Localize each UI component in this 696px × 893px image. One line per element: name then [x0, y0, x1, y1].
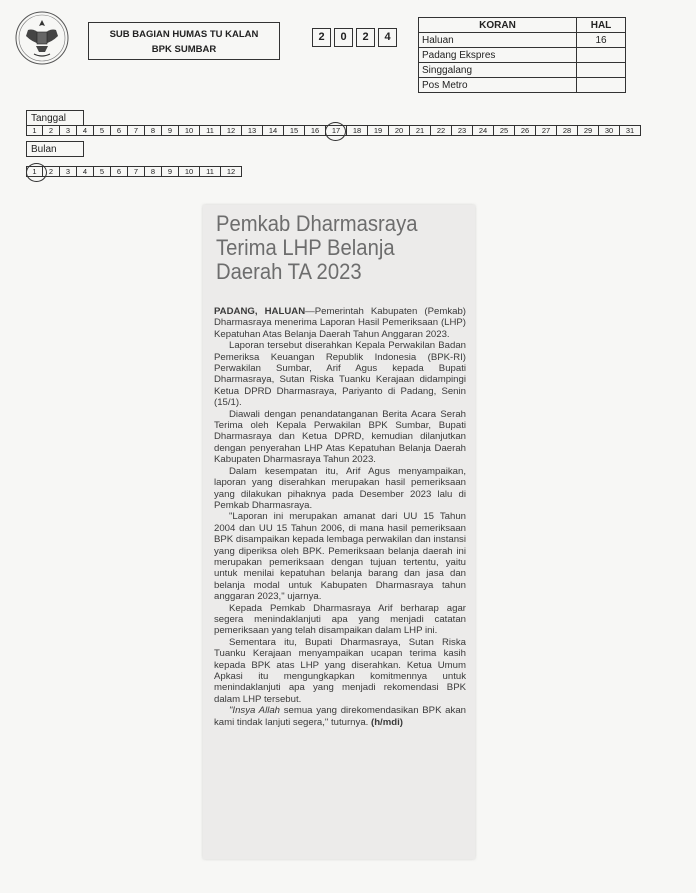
- date-cell: 8: [145, 125, 162, 136]
- date-cell: 13: [242, 125, 263, 136]
- author-credit: (h/mdi): [371, 716, 403, 728]
- year-digit: 2: [312, 28, 331, 47]
- month-number-row: [26, 166, 242, 177]
- date-cell: 26: [515, 125, 536, 136]
- month-cell: 11: [200, 166, 221, 177]
- date-cell: 11: [200, 125, 221, 136]
- date-cell: 6: [111, 125, 128, 136]
- date-cell: 22: [431, 125, 452, 136]
- date-cell: 19: [368, 125, 389, 136]
- koran-header: KORAN: [419, 18, 577, 33]
- article-paragraph: Sementara itu, Bupati Dharmasraya, Sutan Riska Tuanku Kerajaan menyampaikan ucapan terima kasih kepada BPK atas LHP yang diserahkan. Ketua Umum Apkasi itu mengungkapkan komitmennya untuk menindaklanjuti apa yang menjadi rekomendasi BPK dalam LHP tersebut.: [214, 636, 466, 705]
- department-subname: BPK SUMBAR: [151, 44, 217, 55]
- year-boxes: [312, 28, 400, 47]
- date-cell: 14: [263, 125, 284, 136]
- bulan-label: Bulan: [26, 141, 84, 157]
- date-cell: 21: [410, 125, 431, 136]
- date-cell: 20: [389, 125, 410, 136]
- date-cell: 1: [26, 125, 43, 136]
- month-cell: 10: [179, 166, 200, 177]
- date-cell: 25: [494, 125, 515, 136]
- date-cell: 29: [578, 125, 599, 136]
- date-cell: 12: [221, 125, 242, 136]
- article-paragraph: Diawali dengan penandatanganan Berita Acara Serah Terima oleh Kepala Perwakilan BPK Sumbar, Bupati Dharmasraya dan Ketua DPRD, kemudian dilanjutkan dengan penyerahan LHP Atas Kepatuhan Belanja Daerah Kabupaten Dharmasraya Tahun 2023.: [214, 408, 466, 466]
- hal-header: HAL: [577, 18, 626, 33]
- month-cell: 2: [43, 166, 60, 177]
- article-paragraph: "Laporan ini merupakan amanat dari UU 15 Tahun 2004 dan UU 15 Tahun 2006, di mana hasil pemeriksaan BPK disampaikan kepada lembaga perwakilan dan instansi yang diperiksa oleh BPK. Pemeriksaan belanja daerah ini merupakan pemeriksaan dengan tujuan tertentu, yaitu untuk menilai kepatuhan belanja barang dan jasa dan belanja modal untuk Kabupaten Dharmasraya tahun anggaran 2023," ujarnya.: [214, 511, 466, 603]
- date-cell: 24: [473, 125, 494, 136]
- article-paragraph: Dalam kesempatan itu, Arif Agus menyampaikan, laporan yang diserahkan merupakan hasil pemeriksaan yang dilakukan pihaknya pada Desember 2023 lalu di Pemkab Dharmasraya.: [214, 465, 466, 511]
- date-cell: 18: [347, 125, 368, 136]
- article-headline: [216, 212, 450, 284]
- date-cell: 5: [94, 125, 111, 136]
- date-cell: 17: [326, 125, 347, 136]
- month-cell: 3: [60, 166, 77, 177]
- newspaper-name: Haluan: [419, 33, 577, 48]
- tanggal-label: Tanggal: [26, 110, 84, 126]
- table-row: [419, 78, 626, 93]
- month-cell: 4: [77, 166, 94, 177]
- article-paragraph: Laporan tersebut diserahkan Kepala Perwakilan Badan Pemeriksa Keuangan Republik Indonesia (BPK-RI) Perwakilan Sumbar, Arif Agus kepada Bupati Dharmasraya, Sutan Riska Tuanku Kerajaan didampingi Ketua DPRD Dharmasraya, Pariyanto di Padang, Senin (15/1).: [214, 340, 466, 409]
- date-cell: 15: [284, 125, 305, 136]
- date-cell: 9: [162, 125, 179, 136]
- newspaper-name: Pos Metro: [419, 78, 577, 93]
- page-number: 16: [577, 33, 626, 48]
- date-cell: 4: [77, 125, 94, 136]
- month-cell: 8: [145, 166, 162, 177]
- newspaper-name: Singgalang: [419, 63, 577, 78]
- page-number: [577, 63, 626, 78]
- date-cell: 31: [620, 125, 641, 136]
- month-cell: 12: [221, 166, 242, 177]
- month-cell: 5: [94, 166, 111, 177]
- newspaper-table: [418, 17, 626, 93]
- article-paragraph: Kepada Pemkab Dharmasraya Arif berharap agar segera menindaklanjuti apa yang menjadi catatan pemeriksaan yang telah disampaikan dalam LHP ini.: [214, 602, 466, 637]
- month-cell: 7: [128, 166, 145, 177]
- year-digit: 4: [378, 28, 397, 47]
- date-cell: 16: [305, 125, 326, 136]
- page-number: [577, 48, 626, 63]
- paragraph-text: —Pemerintah Kabupaten (Pemkab) Dharmasraya menerima Laporan Hasil Pemeriksaan (LHP) Kepatuhan Atas Belanja Daerah Tahun Anggaran 2023.: [214, 306, 466, 340]
- date-cell: 28: [557, 125, 578, 136]
- page-number: [577, 78, 626, 93]
- year-digit: 0: [334, 28, 353, 47]
- headline-line: Daerah TA 2023: [216, 259, 362, 284]
- article-body: [214, 306, 466, 728]
- date-cell: 27: [536, 125, 557, 136]
- date-cell: 3: [60, 125, 77, 136]
- date-cell: 2: [43, 125, 60, 136]
- table-row: [419, 33, 626, 48]
- garuda-emblem-logo: [14, 10, 70, 66]
- department-box: [88, 22, 280, 60]
- department-name: SUB BAGIAN HUMAS TU KALAN: [109, 29, 259, 40]
- quote-italic: "Insya Allah: [229, 705, 281, 717]
- article-dateline: PADANG, HALUAN: [214, 306, 306, 317]
- date-cell: 7: [128, 125, 145, 136]
- date-cell: 23: [452, 125, 473, 136]
- article-paragraph: [214, 306, 466, 340]
- month-cell: 6: [111, 166, 128, 177]
- headline-line: Pemkab Dharmasraya: [216, 211, 418, 236]
- paragraph-text: semua yang direkomendasikan BPK akan kami tindak lanjuti segera," tuturnya.: [214, 705, 466, 728]
- year-digit: 2: [356, 28, 375, 47]
- article-paragraph: [214, 705, 466, 728]
- date-cell: 10: [179, 125, 200, 136]
- date-number-row: [26, 125, 641, 136]
- newspaper-name: Padang Ekspres: [419, 48, 577, 63]
- month-cell: 1: [26, 166, 43, 177]
- date-cell: 30: [599, 125, 620, 136]
- table-row: [419, 63, 626, 78]
- month-cell: 9: [162, 166, 179, 177]
- table-row: [419, 48, 626, 63]
- headline-line: Terima LHP Belanja: [216, 235, 395, 260]
